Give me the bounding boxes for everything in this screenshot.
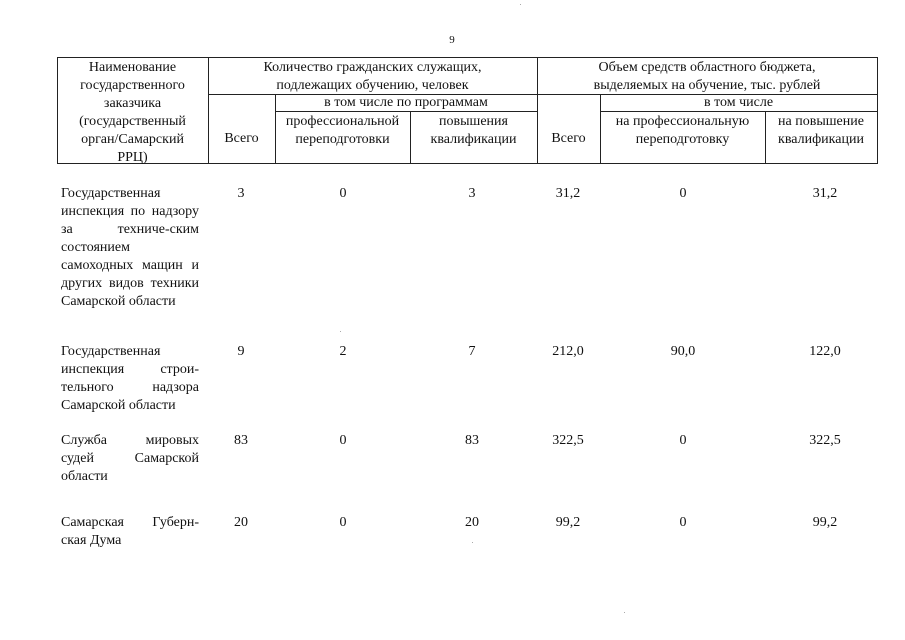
row-budget-qual: 122,0 [809, 344, 841, 359]
row-count-qual: 20 [465, 515, 479, 530]
row-budget-total: 31,2 [555, 186, 581, 201]
row-budget-total: 322,5 [552, 433, 584, 448]
row-name: Государственная инспекция по надзору за техниче-ским состоянием самоходных мащин и других видов техники Самарской области [61, 186, 199, 309]
header-budget-prof: на профессиональную переподготовку [615, 114, 750, 147]
page-number: 9 [449, 34, 455, 46]
row-name: Самарская Губерн-ская Дума [61, 515, 199, 548]
row-name: Государственная инспекция строи-тельного надзора Самарской области [61, 344, 199, 413]
scan-speck [340, 331, 341, 332]
row-name: Служба мировых судей Самарской области [61, 433, 199, 484]
header-budget-total: Всего [551, 131, 586, 146]
row-count-qual: 83 [465, 433, 479, 448]
row-count-prof: 0 [339, 515, 347, 530]
row-count-qual: 7 [468, 344, 476, 359]
header-group-budget: Объем средств областного бюджета, выделяемых на обучение, тыс. рублей [593, 60, 821, 93]
row-count-total: 9 [237, 344, 245, 359]
header-count-total: Всего [224, 131, 259, 146]
row-count-total: 20 [234, 515, 248, 530]
row-budget-qual: 322,5 [809, 433, 841, 448]
row-count-prof: 0 [339, 186, 347, 201]
header-sub-incl: в том числе [703, 95, 774, 110]
row-budget-prof: 90,0 [670, 344, 696, 359]
row-budget-prof: 0 [679, 186, 687, 201]
header-budget-qual: на повышение квалификации [778, 114, 864, 147]
row-count-qual: 3 [468, 186, 476, 201]
row-budget-qual: 99,2 [812, 515, 838, 530]
header-top-border [57, 57, 877, 58]
scan-speck [520, 4, 521, 5]
header-group-count: Количество гражданских служащих, подлежащих обучению, человек [263, 60, 482, 93]
header-count-prof: профессиональной переподготовки [285, 114, 400, 147]
scan-speck [472, 542, 473, 543]
header-count-qual: повышения квалификации [430, 114, 517, 147]
row-count-prof: 0 [339, 433, 347, 448]
row-budget-prof: 0 [679, 515, 687, 530]
scan-speck [624, 612, 625, 613]
row-budget-prof: 0 [679, 433, 687, 448]
row-budget-total: 99,2 [555, 515, 581, 530]
row-budget-qual: 31,2 [812, 186, 838, 201]
row-budget-total: 212,0 [552, 344, 584, 359]
header-right-border [877, 57, 878, 164]
header-sub-programs: в том числе по программам [324, 95, 488, 110]
header-name-column: Наименование государственного заказчика (государственный орган/Самарский РРЦ) [79, 60, 186, 165]
row-count-prof: 2 [339, 344, 347, 359]
row-count-total: 83 [234, 433, 248, 448]
row-count-total: 3 [237, 186, 245, 201]
